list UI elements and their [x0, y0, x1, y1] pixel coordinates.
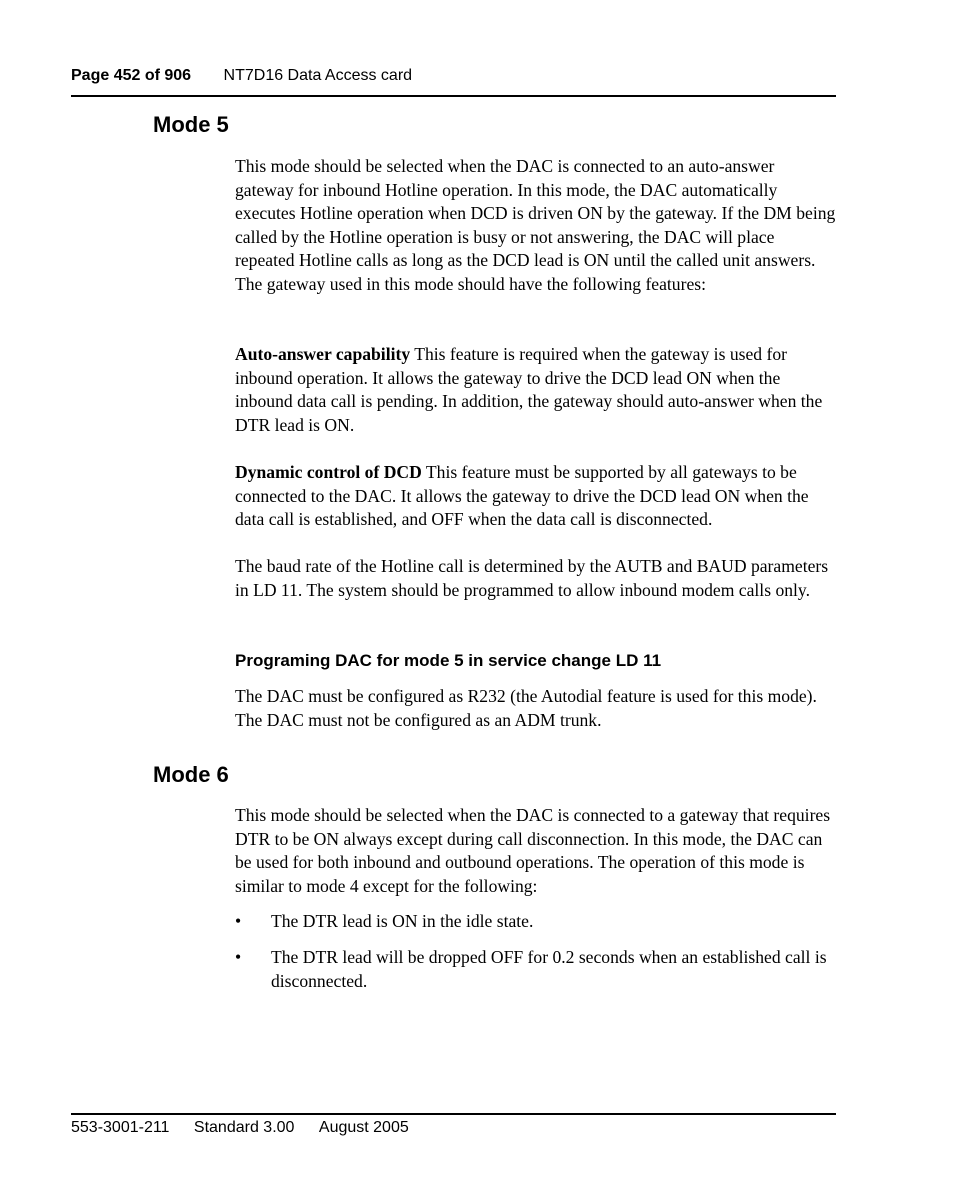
auto-answer-feature	[235, 343, 837, 437]
bullet-text: The DTR lead will be dropped OFF for 0.2 seconds when an established call is disconnected.	[271, 947, 827, 991]
document-title: NT7D16 Data Access card	[223, 67, 413, 84]
document-number: 553-3001-211	[71, 1119, 170, 1136]
bullet-text: The DTR lead is ON in the idle state.	[271, 911, 534, 931]
footer-rule	[71, 1113, 836, 1115]
bullet-item	[235, 910, 837, 934]
mode-6-intro: This mode should be selected when the DAC is connected to a gateway that requires DTR to be ON always except during call disconnection. In this mode, the DAC can be used for both inbound and outbound operations. The operation of this mode is similar to mode 4 except for the following:	[235, 805, 831, 896]
header-rule	[71, 95, 836, 97]
bullet-marker: •	[235, 947, 242, 967]
page-number: Page 452 of 906	[71, 67, 192, 84]
page-header	[71, 66, 836, 86]
section-heading-mode-5: Mode 5	[153, 112, 229, 137]
baud-rate-paragraph: The baud rate of the Hotline call is determined by the AUTB and BAUD parameters in LD 11. The system should be programmed to allow inbound modem calls only.	[235, 556, 829, 600]
page-footer	[71, 1118, 409, 1138]
dcd-control-description: This feature must be supported by all gateways to be connected to the DAC. It allows the gateway to drive the DCD lead ON when the data call is established, and OFF when the data call is disconnected.	[235, 462, 809, 529]
dcd-control-feature	[235, 461, 837, 532]
bullet-item	[235, 946, 837, 993]
auto-answer-term: Auto-answer capability	[235, 344, 411, 364]
mode-5-intro: This mode should be selected when the DAC is connected to an auto-answer gateway for inbound Hotline operation. In this mode, the DAC automatically executes Hotline operation when DCD is driven ON by the gateway. If the DM being called by the Hotline operation is busy or not answering, the DAC will place repeated Hotline calls as long as the DCD lead is ON until the called unit answers. The gateway used in this mode should have the following features:	[235, 156, 836, 294]
section-heading-mode-6: Mode 6	[153, 762, 229, 787]
publication-date: August 2005	[318, 1119, 409, 1136]
auto-answer-description: This feature is required when the gateway is used for inbound operation. It allows the gateway to drive the DCD lead ON when the inbound data call is pending. In addition, the gateway should auto-answer when the DTR lead is ON.	[235, 344, 823, 435]
dcd-control-term: Dynamic control of DCD	[235, 462, 422, 482]
standard-version: Standard 3.00	[193, 1119, 295, 1136]
bullet-marker: •	[235, 911, 242, 931]
configuration-paragraph: The DAC must be configured as R232 (the Autodial feature is used for this mode). The DAC must not be configured as an ADM trunk.	[235, 686, 817, 730]
programming-subheading: Programing DAC for mode 5 in service change LD 11	[235, 651, 662, 670]
